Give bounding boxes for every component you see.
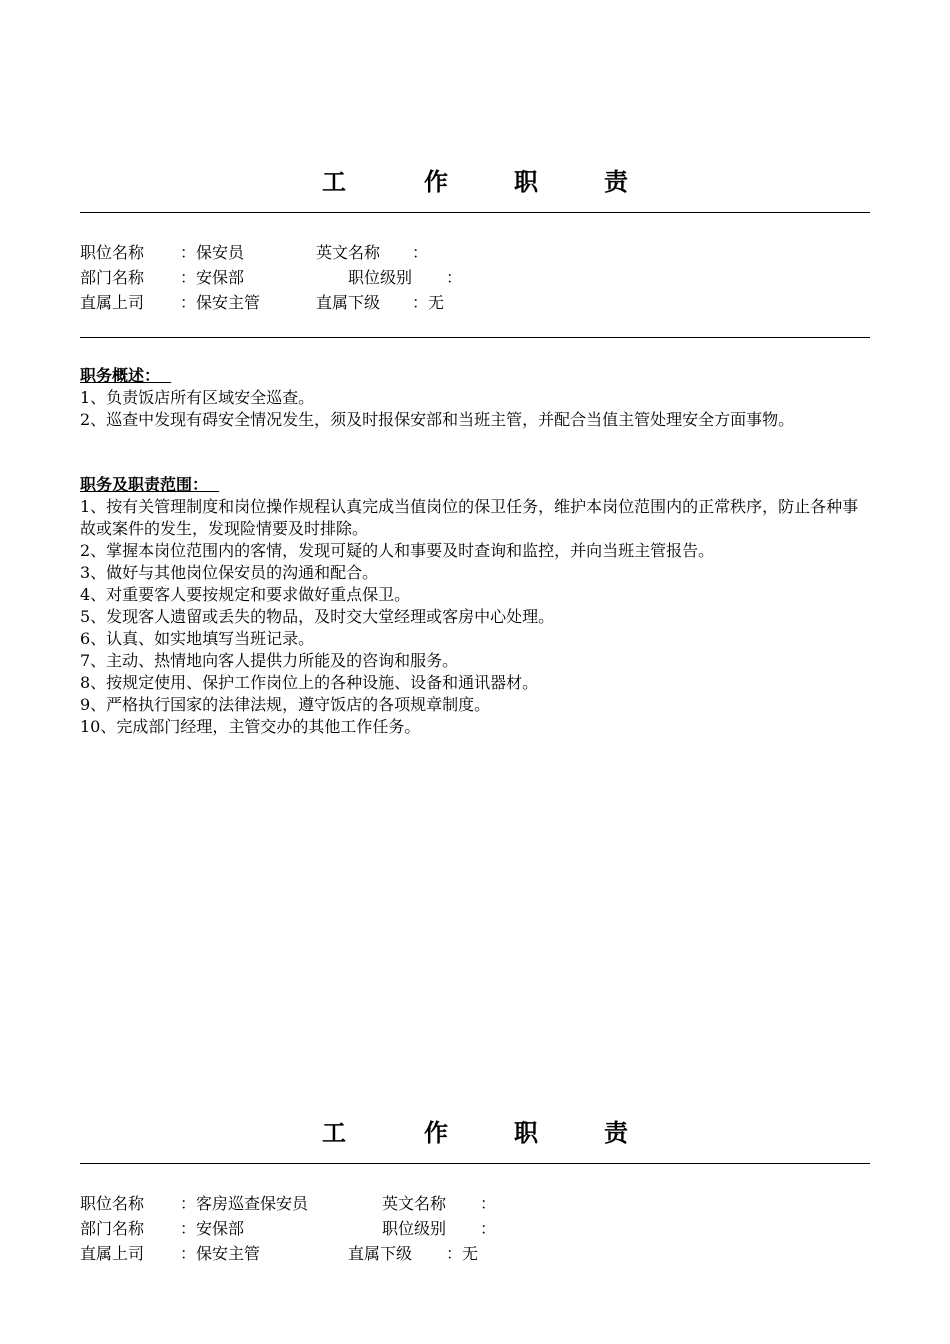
department-label: 部门名称 bbox=[80, 268, 145, 287]
english-name-value: ： bbox=[412, 243, 429, 262]
english-name-label: 英文名称 bbox=[316, 243, 381, 262]
list-item: 7、主动、热情地向客人提供力所能及的咨询和服务。 bbox=[80, 651, 459, 670]
english-name-value: ： bbox=[480, 1194, 497, 1213]
list-item: 1、按有关管理制度和岗位操作规程认真完成当值岗位的保卫任务，维护本岗位范围内的正常秩序，防止各种事故或案件的发生，发现险情要及时排除。 bbox=[80, 497, 859, 538]
list-item: 9、严格执行国家的法律法规，遵守饭店的各项规章制度。 bbox=[80, 695, 491, 714]
list-item: 5、发现客人遗留或丢失的物品，及时交大堂经理或客房中心处理。 bbox=[80, 607, 555, 626]
title-char: 责 bbox=[604, 167, 628, 196]
position-level-value: ： bbox=[446, 268, 463, 287]
position-name-label: 职位名称 bbox=[80, 1194, 145, 1213]
overview-section bbox=[80, 365, 870, 431]
position-level-label: 职位级别 bbox=[382, 1219, 447, 1238]
superior-label: 直属上司 bbox=[80, 1244, 145, 1263]
department-value: ：安保部 bbox=[180, 268, 245, 287]
overview-heading: 职务概述： bbox=[80, 366, 172, 385]
list-item: 4、对重要客人要按规定和要求做好重点保卫。 bbox=[80, 585, 411, 604]
superior-value: ：保安主管 bbox=[180, 1244, 261, 1263]
position-level-label: 职位级别 bbox=[348, 268, 413, 287]
position-name-value: ：保安员 bbox=[180, 243, 245, 262]
title-char: 职 bbox=[514, 1118, 538, 1147]
english-name-label: 英文名称 bbox=[382, 1194, 447, 1213]
subordinate-value: ：无 bbox=[412, 293, 445, 312]
position-name-value: ：客房巡查保安员 bbox=[180, 1194, 309, 1213]
superior-value: ：保安主管 bbox=[180, 293, 261, 312]
subordinate-value: ：无 bbox=[446, 1244, 479, 1263]
title-char: 责 bbox=[604, 1118, 628, 1147]
list-item: 10、完成部门经理，主管交办的其他工作任务。 bbox=[80, 717, 421, 736]
title-divider bbox=[80, 212, 870, 213]
department-value: ：安保部 bbox=[180, 1219, 245, 1238]
position-name-label: 职位名称 bbox=[80, 243, 145, 262]
title-char: 职 bbox=[514, 167, 538, 196]
subordinate-label: 直属下级 bbox=[316, 293, 381, 312]
list-item: 6、认真、如实地填写当班记录。 bbox=[80, 629, 315, 648]
position-level-value: ： bbox=[480, 1219, 497, 1238]
superior-label: 直属上司 bbox=[80, 293, 145, 312]
title-char: 工 bbox=[322, 167, 346, 196]
title-char: 作 bbox=[424, 167, 448, 196]
list-item: 8、按规定使用、保护工作岗位上的各种设施、设备和通讯器材。 bbox=[80, 673, 539, 692]
title-divider bbox=[80, 1163, 870, 1164]
list-item: 3、做好与其他岗位保安员的沟通和配合。 bbox=[80, 563, 379, 582]
title-char: 作 bbox=[424, 1118, 448, 1147]
info-divider bbox=[80, 337, 870, 338]
subordinate-label: 直属下级 bbox=[348, 1244, 413, 1263]
duties-section bbox=[80, 474, 870, 738]
list-item: 2、巡查中发现有碍安全情况发生，须及时报保安部和当班主管，并配合当值主管处理安全方面事物。 bbox=[80, 410, 795, 429]
list-item: 2、掌握本岗位范围内的客情，发现可疑的人和事要及时查询和监控，并向当班主管报告。 bbox=[80, 541, 715, 560]
department-label: 部门名称 bbox=[80, 1219, 145, 1238]
list-item: 1、负责饭店所有区域安全巡查。 bbox=[80, 388, 315, 407]
title-char: 工 bbox=[322, 1118, 346, 1147]
duties-heading: 职务及职责范围： bbox=[80, 475, 220, 494]
